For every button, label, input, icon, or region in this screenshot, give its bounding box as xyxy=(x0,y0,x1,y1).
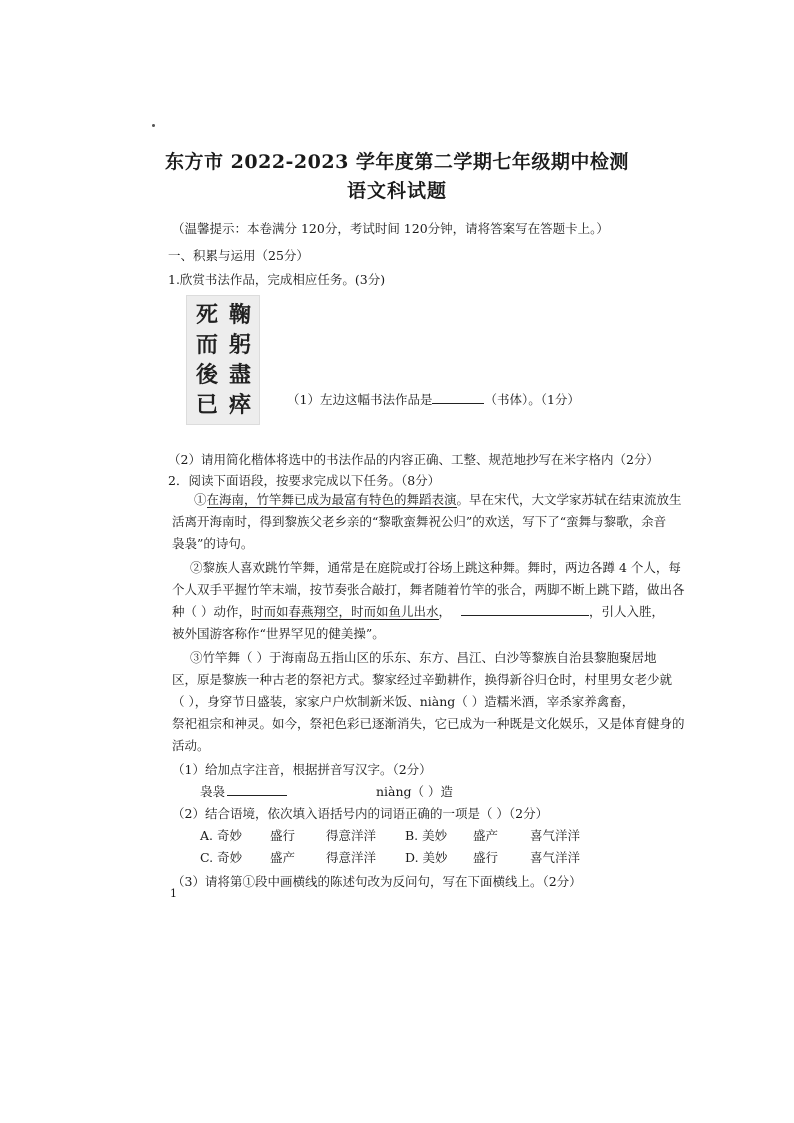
option-word: 美妙 xyxy=(422,850,448,865)
question-2-sub1: （1）给加点字注音，根据拼音写汉字。（2分） xyxy=(172,762,432,777)
option-label: D. xyxy=(405,850,419,865)
paragraph-1-line-2: 活离开海南时，得到黎族父老乡亲的“黎歌蛮舞祝公归”的欢送，写下了“蛮舞与黎歌，余音 xyxy=(172,514,667,529)
paragraph-2-line-3 xyxy=(172,601,664,623)
option-b-word2: 盛产 xyxy=(473,828,499,843)
underlined-sentence: 在海南，竹竿舞已成为最富有特色的舞蹈表演 xyxy=(206,492,457,507)
question-1-sub2: （2）请用简化楷体将选中的书法作品的内容正确、工整、规范地抄写在米字格内（2分） xyxy=(168,452,659,467)
sub1-text: （1）左边这幅书法作品是 xyxy=(287,392,433,407)
option-word: 美妙 xyxy=(422,828,448,843)
exam-subtitle: 语文科试题 xyxy=(346,180,447,202)
pinyin-prompt: niàng（ ）造 xyxy=(376,784,454,799)
option-a[interactable] xyxy=(200,826,242,844)
option-a-word2: 盛行 xyxy=(270,828,296,843)
paragraph-number: ① xyxy=(194,492,207,507)
paragraph-text: ，引人入胜， xyxy=(589,604,665,619)
calligraphy-char: 鞠 xyxy=(228,302,251,328)
exam-title: 东方市 2022-2023 学年度第二学期七年级期中检测 xyxy=(165,151,629,173)
option-b-word3: 喜气洋洋 xyxy=(530,828,581,843)
paragraph-2-line-1: ②黎族人喜欢跳竹竿舞，通常是在庭院或打谷场上跳这种舞。舞时，两边各蹲 4 个人，每 xyxy=(190,560,681,575)
option-b[interactable] xyxy=(405,826,447,844)
paragraph-3-line-1: ③竹竿舞（ ）于海南岛五指山区的乐东、东方、昌江、白沙等黎族自治县黎胞聚居地 xyxy=(190,650,657,665)
answer-blank[interactable] xyxy=(227,783,287,796)
answer-blank[interactable] xyxy=(461,603,589,616)
question-2-sub3: （3）请将第①段中画横线的陈述句改为反问句，写在下面横线上。（2分） xyxy=(172,874,582,889)
dotted-word: 袅袅 xyxy=(200,784,226,799)
calligraphy-image xyxy=(186,295,260,425)
paragraph-text: 。早在宋代，大文学家苏轼在结束流放生 xyxy=(456,492,682,507)
calligraphy-char: 而 xyxy=(195,332,218,358)
question-1-sub1 xyxy=(287,390,580,408)
section-heading: 一、积累与运用（25分） xyxy=(168,248,309,263)
sub1-tail: （书体）。（1分） xyxy=(484,392,580,407)
option-word: 奇妙 xyxy=(217,850,243,865)
paragraph-3-line-5: 活动。 xyxy=(172,738,210,753)
option-label: B. xyxy=(405,828,419,843)
question-1-heading: 1.欣赏书法作品，完成相应任务。(3分) xyxy=(168,272,386,287)
option-c-word2: 盛产 xyxy=(270,850,296,865)
calligraphy-column-right xyxy=(224,300,256,420)
option-d[interactable] xyxy=(405,848,448,866)
calligraphy-char: 躬 xyxy=(228,332,251,358)
warm-tip: （温馨提示：本卷满分 120分，考试时间 120分钟，请将答案写在答题卡上。） xyxy=(172,221,609,236)
scan-speck xyxy=(152,124,155,127)
paragraph-3-line-2: 区，原是黎族一种古老的祭祀方式。黎家经过辛勤耕作，换得新谷归仓时，村里男女老少就 xyxy=(172,672,673,687)
paragraph-2-line-4: 被外国游客称作“世界罕见的健美操”。 xyxy=(172,626,385,641)
question-2-sub2: （2）结合语境，依次填入语括号内的词语正确的一项是（ ）（2分） xyxy=(172,806,549,821)
sub1-answer-line xyxy=(200,781,287,803)
option-d-word3: 喜气洋洋 xyxy=(530,850,581,865)
option-d-word2: 盛行 xyxy=(473,850,499,865)
paragraph-text: ， xyxy=(438,604,452,619)
option-label: C. xyxy=(200,850,214,865)
paragraph-1-line-1 xyxy=(194,489,682,511)
page-number: 1 xyxy=(170,887,177,900)
calligraphy-char: 後 xyxy=(195,362,218,388)
paragraph-1-line-3: 袅袅”的诗句。 xyxy=(172,536,254,551)
calligraphy-char: 已 xyxy=(195,392,218,418)
paragraph-text: 种（ ）动作， xyxy=(172,604,251,619)
calligraphy-char: 瘁 xyxy=(228,392,251,418)
answer-blank[interactable] xyxy=(432,391,484,404)
calligraphy-char: 盡 xyxy=(228,362,251,388)
paragraph-3-line-3: （ ），身穿节日盛装，家家户户炊制新米饭、niàng（ ）造糯米酒，宰杀家养禽畜， xyxy=(172,694,635,709)
option-c-word3: 得意洋洋 xyxy=(326,850,377,865)
option-a-word3: 得意洋洋 xyxy=(326,828,377,843)
question-2-heading: 2．阅读下面语段，按要求完成以下任务。（8分） xyxy=(168,473,441,488)
calligraphy-column-left xyxy=(191,300,223,420)
paragraph-3-line-4: 祭祀祖宗和神灵。如今，祭祀色彩已逐渐消失，它已成为一种既是文化娱乐，又是体育健身的 xyxy=(172,716,685,731)
paragraph-2-line-2: 个人双手平握竹竿末端，按节奏张合敲打，舞者随着竹竿的张合，两脚不断上跳下踏，做出各 xyxy=(172,582,685,597)
calligraphy-char: 死 xyxy=(195,302,218,328)
option-c[interactable] xyxy=(200,848,242,866)
option-word: 奇妙 xyxy=(217,828,243,843)
underlined-phrase: 时而如春燕翔空，时而如鱼儿出水 xyxy=(250,604,439,619)
option-label: A. xyxy=(200,828,214,843)
